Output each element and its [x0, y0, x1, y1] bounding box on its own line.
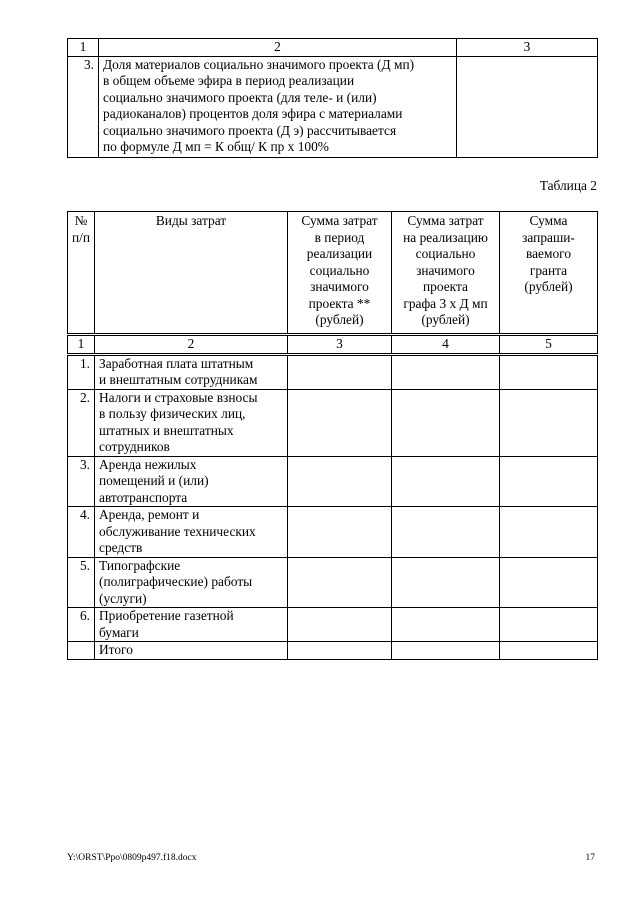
- header-line: реализации: [306, 246, 373, 261]
- text-line: Приобретение газетной: [99, 608, 234, 623]
- header-cell: 1: [68, 39, 99, 57]
- sum-project-cell: [392, 354, 500, 389]
- row-number: 6.: [68, 608, 95, 642]
- text-line: Налоги и страховые взносы: [99, 389, 258, 405]
- table-row: [68, 507, 598, 558]
- header-line: (рублей): [421, 312, 470, 327]
- header-line: в период: [314, 229, 365, 245]
- header-line: гранта: [529, 262, 568, 278]
- sum-period-cell: [288, 507, 392, 558]
- table-row: [68, 389, 598, 456]
- text-line: социально значимого проекта (Д э) рассчитывается: [103, 122, 397, 138]
- header-line: Сумма: [529, 213, 568, 228]
- text-line: Доля материалов социально значимого проекта (Д мп): [103, 56, 415, 72]
- header-sum-grant: [500, 212, 598, 335]
- sum-period-cell: [288, 557, 392, 608]
- header-line: проекта: [423, 279, 468, 294]
- header-line: социально: [415, 246, 476, 261]
- sum-grant-cell: [500, 642, 598, 660]
- column-number: 3: [288, 335, 392, 355]
- row-number: 2.: [68, 389, 95, 456]
- sum-grant-cell: [500, 608, 598, 642]
- text-line: и внештатным сотрудникам: [99, 372, 258, 387]
- cost-type: [95, 608, 288, 642]
- row-number: 3.: [68, 56, 99, 157]
- sum-grant-cell: [500, 557, 598, 608]
- cost-header-row: [68, 212, 598, 335]
- text-line: (полиграфические) работы: [99, 574, 253, 589]
- sum-grant-cell: [500, 456, 598, 507]
- column-number: 5: [500, 335, 598, 355]
- text-line: в общем объеме эфира в период реализации: [103, 73, 355, 88]
- sum-grant-cell: [500, 354, 598, 389]
- sum-period-cell: [288, 642, 392, 660]
- header-line: графа 3 х Д мп: [403, 295, 488, 311]
- indicator-description: [99, 56, 457, 157]
- cost-type: [95, 354, 288, 389]
- cost-type: [95, 389, 288, 456]
- page-number: 17: [585, 853, 595, 863]
- sum-project-cell: [392, 507, 500, 558]
- text-line: в пользу физических лиц,: [99, 406, 246, 421]
- table-row: [68, 608, 598, 642]
- header-sum-period: [288, 212, 392, 335]
- indicator-header-row: [68, 39, 598, 57]
- header-cell: 2: [99, 39, 457, 57]
- header-line: проекта **: [308, 295, 371, 311]
- row-number: 5.: [68, 557, 95, 608]
- header-line: значимого: [310, 279, 369, 294]
- text-line: штатных и внештатных: [99, 422, 234, 438]
- indicator-value: [457, 56, 598, 157]
- text-line: обслуживание технических: [99, 523, 256, 539]
- row-number: 1.: [68, 354, 95, 389]
- sum-grant-cell: [500, 507, 598, 558]
- text-line: Итого: [99, 642, 133, 657]
- header-line: ваемого: [525, 246, 572, 261]
- header-number: [68, 212, 95, 335]
- column-number: 2: [95, 335, 288, 355]
- sum-project-cell: [392, 608, 500, 642]
- header-line: (рублей): [524, 279, 573, 294]
- text-line: социально значимого проекта (для теле- и (или): [103, 89, 377, 105]
- sum-period-cell: [288, 389, 392, 456]
- sum-period-cell: [288, 354, 392, 389]
- indicator-row: [68, 56, 598, 157]
- text-line: помещений и (или): [99, 473, 209, 488]
- cost-type: [95, 456, 288, 507]
- row-number: 3.: [68, 456, 95, 507]
- header-line: на реализацию: [403, 229, 488, 245]
- header-line: п/п: [71, 229, 91, 245]
- sum-period-cell: [288, 608, 392, 642]
- sum-project-cell: [392, 389, 500, 456]
- cost-type: [95, 642, 288, 660]
- column-number: 4: [392, 335, 500, 355]
- header-line: Сумма затрат: [301, 213, 378, 228]
- text-line: Аренда, ремонт и: [99, 507, 200, 522]
- text-line: средств: [99, 540, 143, 555]
- column-numbers-row: [68, 335, 598, 355]
- cost-table: [67, 211, 598, 660]
- text-line: радиоканалов) процентов доля эфира с материалами: [103, 106, 403, 121]
- text-line: Аренда нежилых: [99, 456, 197, 472]
- cost-type: [95, 557, 288, 608]
- column-number: 1: [68, 335, 95, 355]
- sum-grant-cell: [500, 389, 598, 456]
- text-line: Заработная плата штатным: [99, 355, 254, 371]
- table-row: [68, 456, 598, 507]
- text-line: (услуги): [99, 590, 147, 606]
- cost-type: [95, 507, 288, 558]
- header-cell: 3: [457, 39, 598, 57]
- sum-project-cell: [392, 456, 500, 507]
- header-line: №: [74, 213, 88, 228]
- text-line: сотрудников: [99, 439, 170, 454]
- row-number: 4.: [68, 507, 95, 558]
- indicator-table: [67, 38, 598, 158]
- sum-period-cell: [288, 456, 392, 507]
- header-line: Виды затрат: [155, 213, 227, 228]
- total-row: [68, 642, 598, 660]
- text-line: автотранспорта: [99, 489, 188, 505]
- header-line: (рублей): [315, 312, 364, 327]
- footer-file-path: Y:\ORST\Ppo\0809p497.f18.docx: [67, 853, 197, 863]
- header-cost-type: [95, 212, 288, 335]
- sum-project-cell: [392, 642, 500, 660]
- header-line: значимого: [416, 262, 475, 278]
- table-caption: Таблица 2: [539, 178, 597, 193]
- text-line: по формуле Д мп = К общ/ К пр х 100%: [103, 139, 329, 154]
- row-number: [68, 642, 95, 660]
- table-row: [68, 354, 598, 389]
- text-line: Типографские: [99, 557, 181, 573]
- table-row: [68, 557, 598, 608]
- header-line: запраши-: [522, 229, 575, 245]
- header-line: Сумма затрат: [407, 213, 484, 228]
- text-line: бумаги: [99, 624, 139, 640]
- sum-project-cell: [392, 557, 500, 608]
- header-line: социально: [309, 262, 370, 278]
- header-sum-project: [392, 212, 500, 335]
